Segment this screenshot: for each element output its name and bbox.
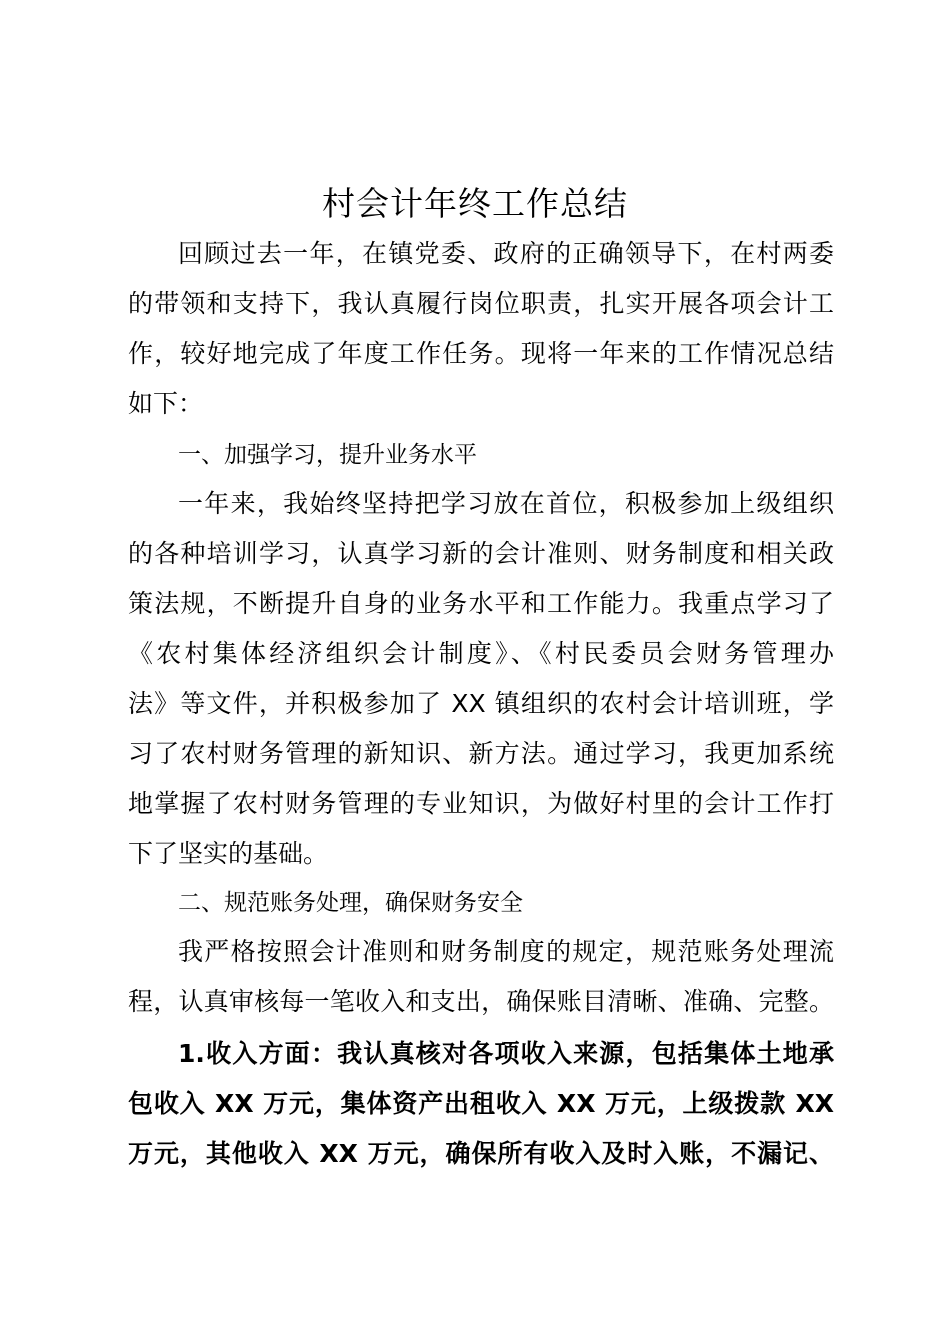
income-paragraph-line: 1.收入方面：我认真核对各项收入来源，包括集体土地承 [178,1039,834,1068]
section2-line: 我严格按照会计准则和财务制度的规定，规范账务处理流 [178,937,834,966]
section1-line: 习了农村财务管理的新知识、新方法。通过学习，我更加系统 [128,739,834,768]
intro-line: 的带领和支持下，我认真履行岗位职责，扎实开展各项会计工 [128,289,834,318]
section1-line: 的各种培训学习，认真学习新的会计准则、财务制度和相关政 [128,539,834,568]
intro-line: 回顾过去一年，在镇党委、政府的正确领导下，在村两委 [178,239,834,268]
income-paragraph-line: 万元，其他收入 XX 万元，确保所有收入及时入账，不漏记、 [128,1139,834,1168]
section1-line: 策法规，不断提升自身的业务水平和工作能力。我重点学习了 [128,589,834,618]
section1-line: 法》等文件，并积极参加了 XX 镇组织的农村会计培训班，学 [128,689,834,718]
section-heading-2: 二、规范账务处理，确保财务安全 [178,890,523,916]
document-title: 村会计年终工作总结 [322,184,628,223]
section2-line: 程，认真审核每一笔收入和支出，确保账目清晰、准确、完整。 [128,987,834,1016]
section-heading-1: 一、加强学习，提升业务水平 [178,442,477,468]
section1-line: 下了坚实的基础。 [128,839,329,868]
section1-line: 一年来，我始终坚持把学习放在首位，积极参加上级组织 [178,489,834,518]
income-paragraph-line: 包收入 XX 万元，集体资产出租收入 XX 万元，上级拨款 XX [128,1089,834,1118]
section1-line: 地掌握了农村财务管理的专业知识，为做好村里的会计工作打 [128,789,834,818]
section1-line: 《农村集体经济组织会计制度》、《村民委员会财务管理办 [128,639,834,668]
intro-line: 如下： [128,389,204,418]
intro-line: 作，较好地完成了年度工作任务。现将一年来的工作情况总结 [128,339,834,368]
